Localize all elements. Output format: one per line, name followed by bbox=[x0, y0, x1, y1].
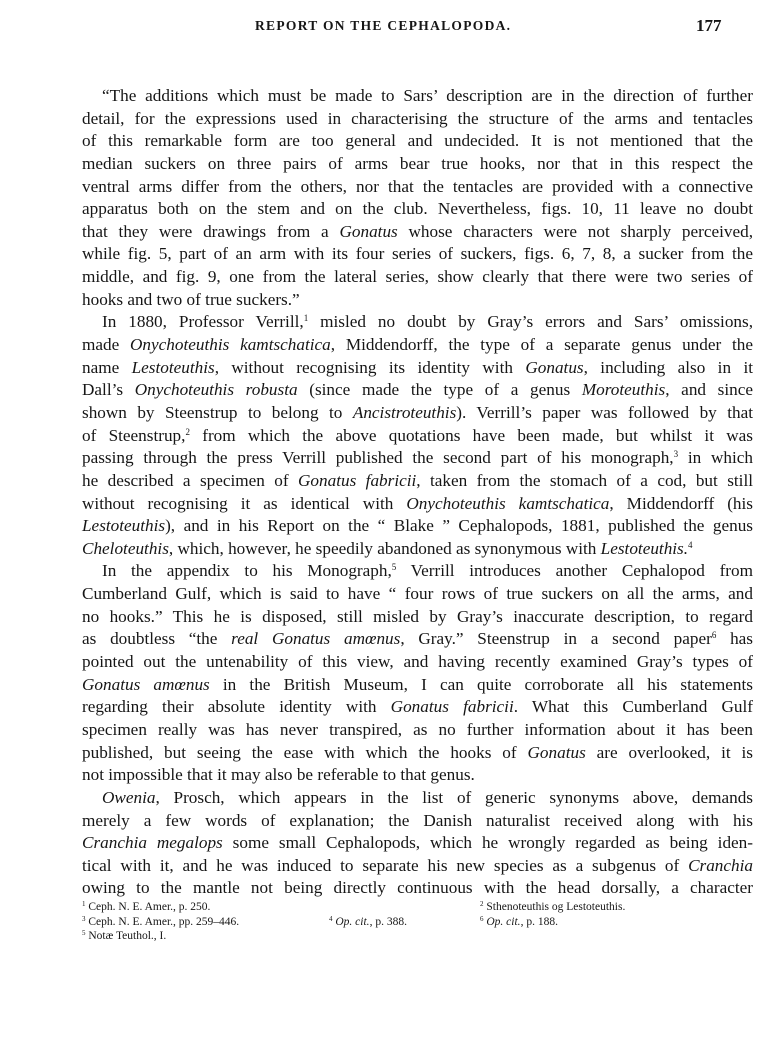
italic-text: Gonatus amœnus bbox=[82, 674, 210, 694]
text-span: whose characters were not sharply perceived, bbox=[397, 221, 753, 241]
text-line bbox=[82, 198, 753, 221]
text-span: he described a specimen of bbox=[82, 470, 298, 490]
text-line bbox=[82, 130, 753, 153]
footnote bbox=[82, 929, 166, 944]
text-span: in the British Museum, I can quite corroborate all his statements bbox=[209, 674, 753, 694]
footnote-number: 2 bbox=[480, 900, 484, 908]
text-line bbox=[82, 379, 753, 402]
footnote-text: Sthenoteuthis og Lestoteuthis. bbox=[486, 901, 626, 913]
text-line bbox=[82, 855, 753, 878]
text-span: , which, however, he speedily abandoned as synonymous with bbox=[168, 538, 601, 558]
text-line bbox=[82, 719, 753, 742]
footnote-ref: 2 bbox=[185, 426, 190, 437]
body-text bbox=[82, 85, 753, 900]
page-header bbox=[0, 16, 776, 38]
text-line bbox=[82, 311, 753, 334]
footnote-text: , p. 388. bbox=[369, 915, 407, 928]
text-span: middle, and fig. 9, one from the lateral series, show clearly that there were two series of bbox=[82, 267, 753, 287]
footnote-row bbox=[82, 929, 762, 944]
text-span: , taken from the stomach of a cod, but still bbox=[416, 470, 754, 490]
text-span: regarding their absolute identity with bbox=[82, 697, 391, 717]
footnote bbox=[82, 900, 210, 915]
footnote-number: 1 bbox=[82, 900, 86, 908]
footnote-number: 5 bbox=[82, 929, 86, 937]
text-span: Verrill introduces another Cephalopod from bbox=[396, 561, 753, 581]
italic-text: Gonatus bbox=[339, 221, 398, 241]
footnote-row bbox=[82, 900, 762, 915]
text-span: shown by Steenstrup to belong to bbox=[82, 402, 353, 422]
text-line bbox=[82, 832, 753, 855]
footnote-italic: Op. cit. bbox=[335, 915, 370, 928]
text-line bbox=[82, 153, 753, 176]
italic-text: Cranchia megalops bbox=[82, 833, 223, 853]
text-line bbox=[82, 651, 753, 674]
text-span: ), and in his Report on the “ Blake ” Cephalopods, 1881, published the genus bbox=[165, 516, 753, 536]
text-span: , Middendorff, the type of a separate genus under the bbox=[330, 335, 753, 355]
text-line bbox=[82, 674, 753, 697]
text-span: without recognising it as identical with bbox=[82, 493, 407, 513]
italic-text: Gonatus bbox=[525, 357, 584, 377]
footnote-ref: 5 bbox=[391, 562, 397, 573]
footnote bbox=[82, 915, 239, 930]
italic-text: Lestoteuthis bbox=[82, 516, 166, 536]
footnote-text: , p. 188. bbox=[520, 915, 558, 928]
text-span: while fig. 5, part of an arm with its four series of suckers, figs. 6, 7, 8, a sucker from the bbox=[82, 244, 753, 264]
footnote-ref: 4 bbox=[688, 539, 693, 550]
text-span: Cumberland Gulf, which is said to have “ four rows of true suckers on all the arms, and bbox=[82, 584, 753, 604]
text-span: that they were drawings from a bbox=[82, 221, 340, 241]
italic-text: Onychoteuthis kamtschatica bbox=[130, 335, 331, 355]
text-span: In 1880, Professor Verrill, bbox=[102, 312, 304, 332]
text-line bbox=[82, 810, 753, 833]
text-line bbox=[82, 787, 753, 810]
text-span: name bbox=[82, 357, 132, 377]
text-line bbox=[82, 176, 753, 199]
footnote-ref: 1 bbox=[303, 313, 309, 324]
text-span: , Prosch, which appears in the list of generic synonyms above, demands bbox=[155, 787, 753, 807]
italic-text: Gonatus fabricii bbox=[298, 470, 417, 490]
text-line bbox=[82, 425, 753, 448]
footnote-row bbox=[82, 915, 762, 930]
italic-text: Gonatus bbox=[527, 742, 586, 762]
text-line bbox=[82, 243, 753, 266]
text-line bbox=[82, 357, 753, 380]
text-line bbox=[82, 696, 753, 719]
text-span: in which bbox=[678, 448, 754, 468]
text-line bbox=[82, 493, 753, 516]
text-line bbox=[82, 515, 753, 538]
italic-text: Onychoteuthis robusta bbox=[134, 380, 298, 400]
text-line bbox=[82, 583, 753, 606]
footnote-text: Notæ Teuthol., I. bbox=[88, 930, 167, 942]
footnote-number: 6 bbox=[480, 914, 484, 923]
italic-text: Cranchia bbox=[688, 855, 753, 875]
footnote-ref: 3 bbox=[673, 449, 679, 460]
text-span: , Gray.” Steenstrup in a second paper bbox=[400, 629, 712, 649]
text-span: of Steenstrup, bbox=[82, 425, 186, 445]
paragraph bbox=[82, 311, 753, 560]
text-line bbox=[82, 289, 753, 312]
text-line bbox=[82, 877, 753, 900]
text-line bbox=[82, 628, 753, 651]
paragraph bbox=[82, 560, 753, 786]
text-line bbox=[82, 85, 753, 108]
italic-text: Onychoteuthis kamtschatica bbox=[406, 493, 610, 513]
text-span: pointed out the untenability of this view, and having recently examined Gray’s types of bbox=[82, 652, 753, 672]
text-line bbox=[82, 221, 753, 244]
text-line bbox=[82, 560, 753, 583]
text-line bbox=[82, 538, 753, 561]
text-line bbox=[82, 606, 753, 629]
text-span: some small Cephalopods, which he wrongly regarded as being iden- bbox=[222, 833, 754, 853]
text-span: are overlooked, it is bbox=[585, 742, 753, 762]
italic-text: Owenia bbox=[102, 787, 156, 807]
text-span: no hooks.” This he is disposed, still misled by Gray’s inaccurate description, to regard bbox=[82, 606, 753, 626]
text-span: as doubtless “the bbox=[82, 629, 232, 649]
text-span: In the appendix to his Monograph, bbox=[102, 561, 392, 581]
text-span: apparatus both on the stem and on the club. Nevertheless, figs. 10, 11 leave no doubt bbox=[82, 199, 753, 219]
text-span: tical with it, and he was induced to separate his new species as a subgenus of bbox=[82, 855, 689, 875]
text-span: owing to the mantle not being directly continuous with the head dorsally, a character bbox=[82, 878, 753, 898]
text-span: . What this Cumberland Gulf bbox=[513, 697, 754, 717]
text-span: (since made the type of a genus bbox=[297, 380, 582, 400]
text-line bbox=[82, 108, 753, 131]
text-line bbox=[82, 266, 753, 289]
page-number: 177 bbox=[696, 16, 722, 35]
text-span: , including also in it bbox=[583, 357, 753, 377]
text-span: Dall’s bbox=[82, 380, 135, 400]
text-line bbox=[82, 470, 753, 493]
text-span: median suckers on three pairs of arms bear true hooks, nor that in this respect the bbox=[82, 153, 753, 173]
italic-text: Ancistroteuthis bbox=[352, 402, 457, 422]
text-line bbox=[82, 402, 753, 425]
text-span: merely a few words of explanation; the Danish naturalist received along with his bbox=[82, 810, 753, 830]
text-span: passing through the press Verrill published the second part of his monograph, bbox=[82, 448, 674, 468]
text-line bbox=[82, 764, 753, 787]
italic-text: Gonatus fabricii bbox=[390, 697, 514, 717]
paragraph bbox=[82, 85, 753, 311]
footnotes bbox=[82, 900, 762, 944]
footnote bbox=[480, 900, 625, 915]
footnote bbox=[480, 915, 558, 930]
italic-text: Moroteuthis bbox=[581, 380, 666, 400]
text-span: “The additions which must be made to Sars’ description are in the direction of further bbox=[102, 86, 753, 105]
text-span: , Middendorff (his bbox=[609, 493, 753, 513]
text-span: from which the above quotations have been made, but whilst it was bbox=[189, 425, 753, 445]
text-span: has bbox=[716, 629, 753, 649]
text-span: specimen really was has never transpired, as no further information about it has been bbox=[82, 719, 753, 739]
footnote-text: Ceph. N. E. Amer., p. 250. bbox=[88, 901, 211, 913]
text-span: ). Verrill’s paper was followed by that bbox=[456, 402, 753, 422]
text-span: hooks and two of true suckers.” bbox=[82, 289, 300, 309]
text-span: of this remarkable form are too general and undecided. It is not mentioned that the bbox=[82, 131, 753, 151]
text-line bbox=[82, 334, 753, 357]
text-span: , and since bbox=[665, 380, 753, 400]
text-span: published, but seeing the ease with which the hooks of bbox=[82, 742, 528, 762]
italic-text: real Gonatus amœnus bbox=[231, 629, 401, 649]
text-span: not impossible that it may also be referable to that genus. bbox=[82, 765, 475, 785]
text-span: , without recognising its identity with bbox=[214, 357, 526, 377]
text-span: ventral arms differ from the others, nor that the tentacles are provided with a connective bbox=[82, 176, 753, 196]
text-line bbox=[82, 742, 753, 765]
footnote-text: Ceph. N. E. Amer., pp. 259–446. bbox=[88, 915, 240, 928]
running-title: REPORT ON THE CEPHALOPODA. bbox=[255, 18, 512, 33]
text-span: detail, for the expressions used in characterising the structure of the arms and tentacles bbox=[82, 108, 753, 128]
footnote-italic: Op. cit. bbox=[486, 915, 521, 928]
footnote bbox=[329, 915, 407, 930]
footnote-ref: 6 bbox=[711, 630, 717, 641]
footnote-number: 4 bbox=[329, 914, 333, 923]
italic-text: Lestoteuthis. bbox=[600, 538, 689, 558]
italic-text: Cheloteuthis bbox=[82, 538, 169, 558]
text-line bbox=[82, 447, 753, 470]
footnote-number: 3 bbox=[82, 914, 86, 923]
text-span: misled no doubt by Gray’s errors and Sars’ omissions, bbox=[308, 312, 753, 332]
italic-text: Lestoteuthis bbox=[131, 357, 215, 377]
paragraph bbox=[82, 787, 753, 900]
text-span: made bbox=[82, 335, 131, 355]
